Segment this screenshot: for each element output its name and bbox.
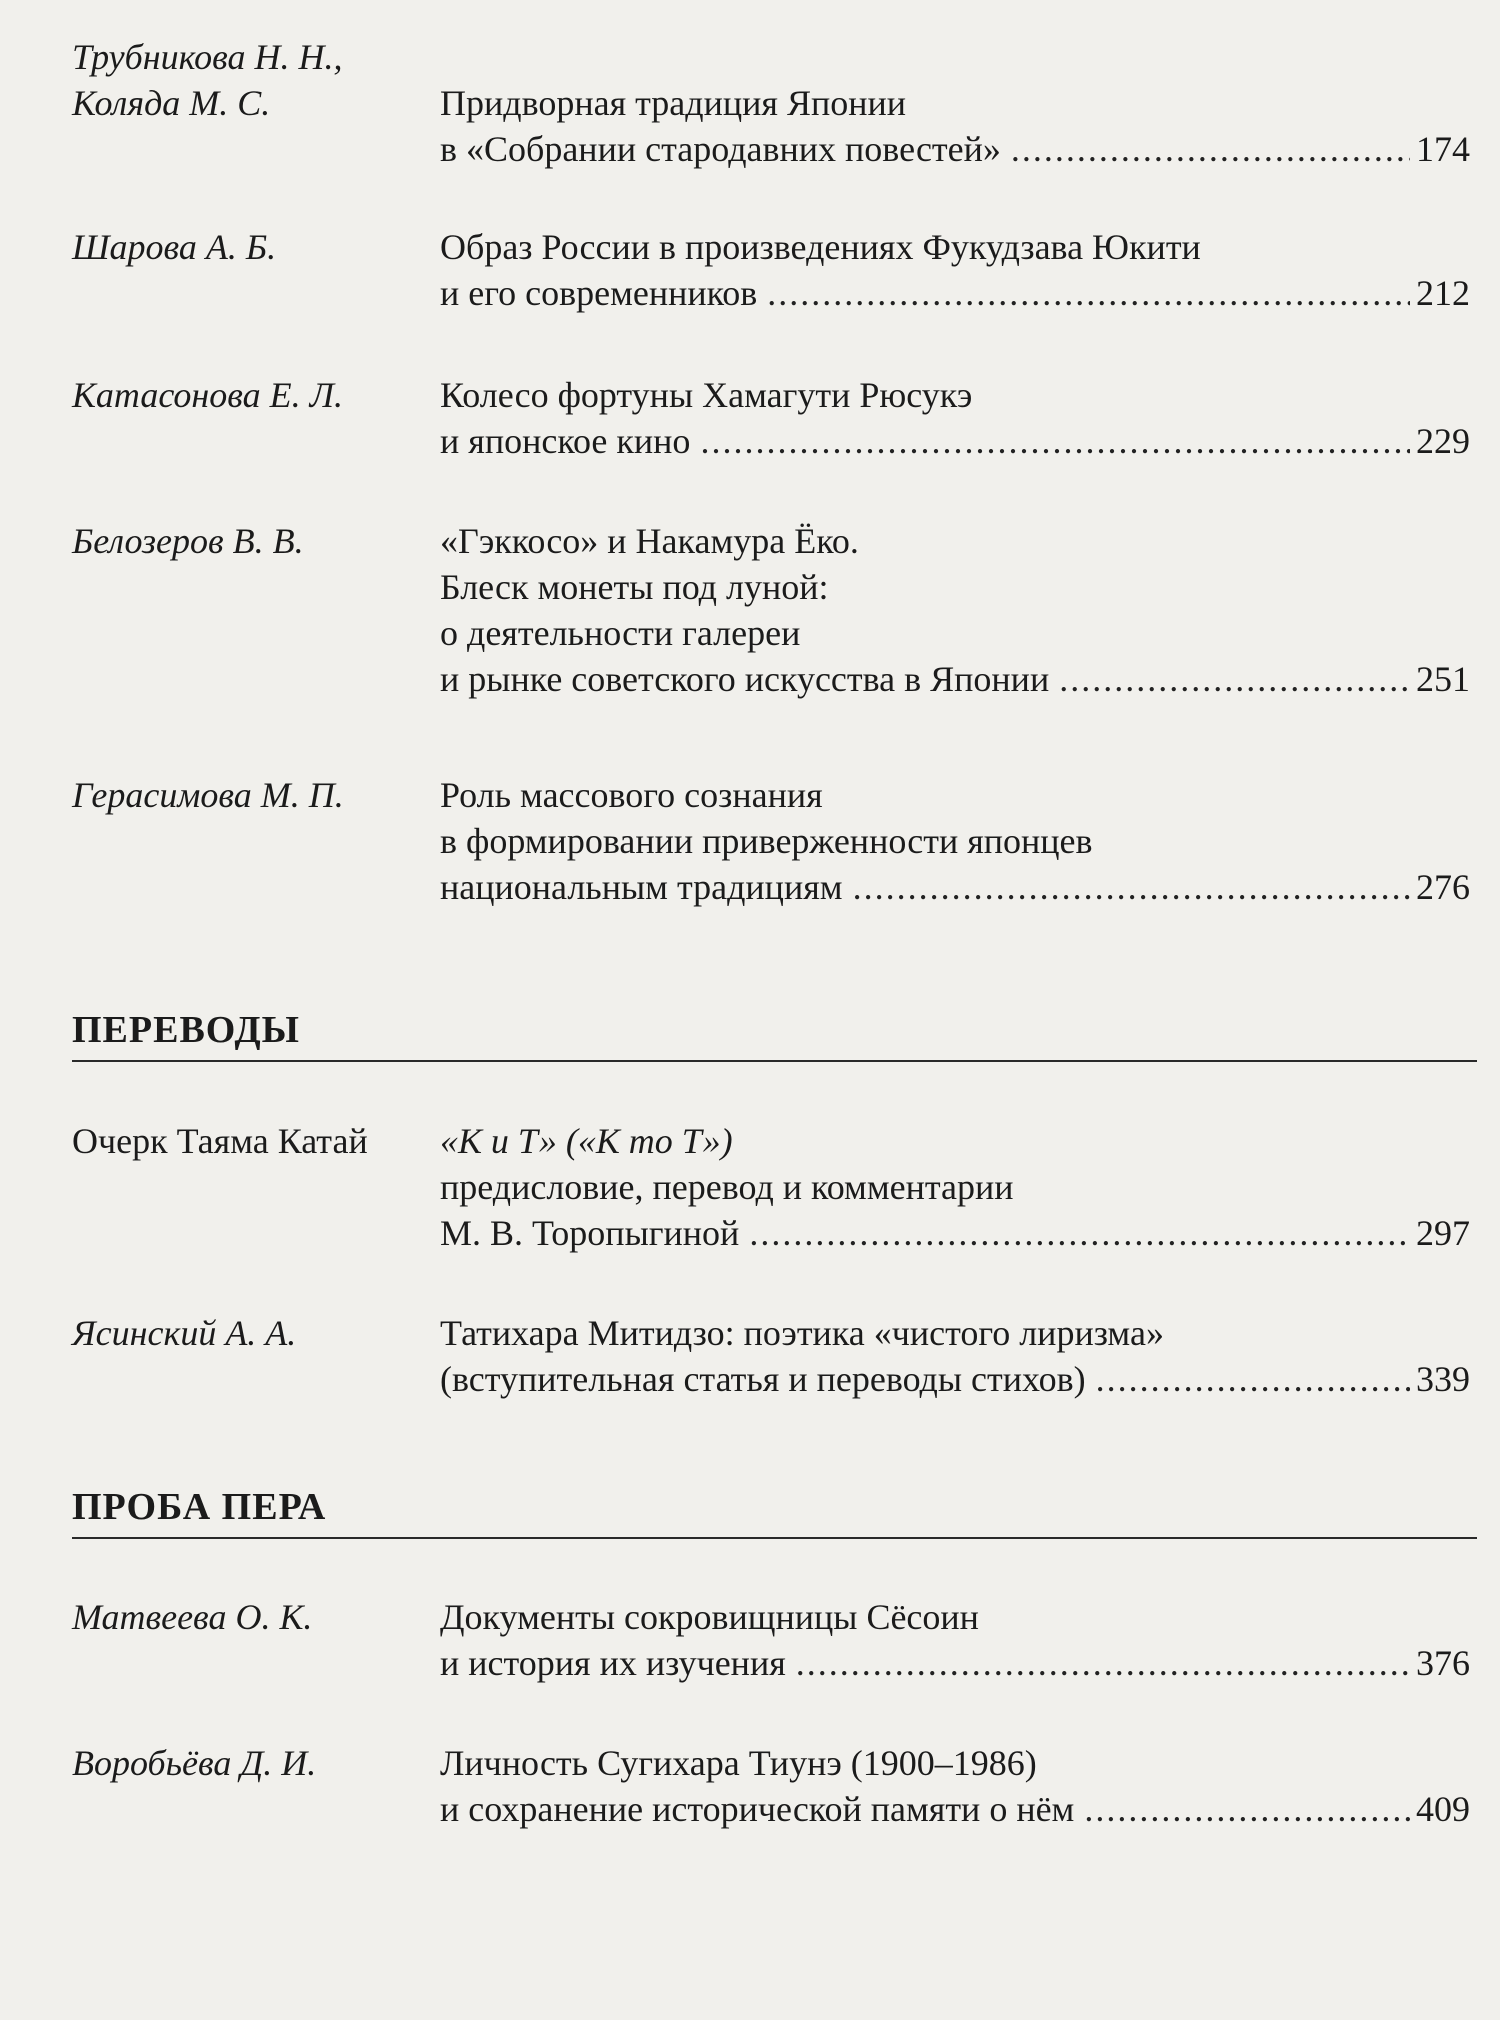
translation-title: «К и Т» («К то Т») <box>440 1121 733 1161</box>
entry-author: Катасонова Е. Л. <box>72 375 344 415</box>
entry-author: Шарова А. Б. <box>72 227 277 267</box>
entry-author: Очерк Таяма Катай <box>72 1121 368 1161</box>
entry-title: «К и Т» («К то Т») предисловие, перевод и комментарии М. В. Торопыгиной ..... 297 <box>440 1118 1470 1256</box>
page-number: 376 <box>1416 1643 1470 1683</box>
page-number: 297 <box>1416 1213 1470 1253</box>
section-heading-trial: ПРОБА ПЕРА <box>72 1485 1477 1539</box>
dot-leader <box>700 418 1410 464</box>
entry-author: Трубникова Н. Н., Коляда М. С. <box>72 37 343 123</box>
page-number: 212 <box>1416 273 1470 313</box>
entry-title: Колесо фортуны Хамагути Рюсукэ и японское кино ..... 229 <box>440 372 1470 464</box>
entry-title: Роль массового сознания в формировании приверженности японцев национальным традициям ..... 276 <box>440 772 1470 910</box>
entry-author: Белозеров В. В. <box>72 521 304 561</box>
entry-title: Придворная традиция Японии в «Собрании стародавних повестей» ..... 174 <box>440 80 1470 172</box>
page-number: 409 <box>1416 1789 1470 1829</box>
dot-leader <box>1011 126 1410 172</box>
entry-title: «Гэккосо» и Накамура Ёко. Блеск монеты под луной: о деятельности галереи и рынке советского искусства в Японии ..... 251 <box>440 518 1470 702</box>
dot-leader <box>853 864 1410 910</box>
dot-leader <box>796 1640 1410 1686</box>
dot-leader <box>1084 1786 1410 1832</box>
entry-author: Ясинский А. А. <box>72 1313 297 1353</box>
page-number: 174 <box>1416 129 1470 169</box>
dot-leader <box>749 1210 1410 1256</box>
page-number: 229 <box>1416 421 1470 461</box>
entry-author: Воробьёва Д. И. <box>72 1743 317 1783</box>
dot-leader <box>1096 1356 1410 1402</box>
entry-author: Герасимова М. П. <box>72 775 344 815</box>
entry-title: Личность Сугихара Тиунэ (1900–1986) и сохранение исторической памяти о нём ..... 409 <box>440 1740 1470 1832</box>
page-number: 276 <box>1416 867 1470 907</box>
entry-title: Татихара Митидзо: поэтика «чистого лиризма» (вступительная статья и переводы стихов) ..... 339 <box>440 1310 1470 1402</box>
page-number: 339 <box>1416 1359 1470 1399</box>
entry-title: Образ России в произведениях Фукудзава Юкити и его современников ..... 212 <box>440 224 1470 316</box>
dot-leader <box>1059 656 1410 702</box>
page-number: 251 <box>1416 659 1470 699</box>
section-heading-translations: ПЕРЕВОДЫ <box>72 1008 1477 1062</box>
entry-title: Документы сокровищницы Сёсоин и история их изучения ..... 376 <box>440 1594 1470 1686</box>
entry-author: Матвеева О. К. <box>72 1597 313 1637</box>
dot-leader <box>767 270 1410 316</box>
